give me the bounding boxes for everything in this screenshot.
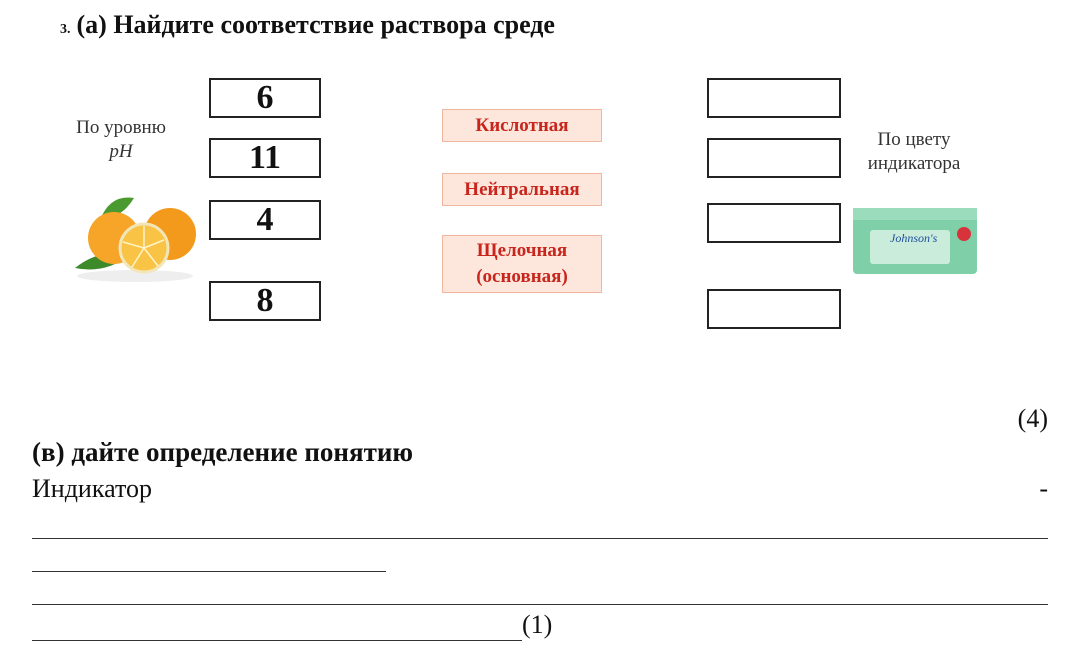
orange-image: [70, 190, 200, 285]
env-card-acidic: Кислотная: [442, 109, 602, 142]
answer-box-4[interactable]: [707, 289, 841, 329]
part-b-title: (в) дайте определение понятию: [32, 437, 414, 467]
env-card-alkaline: [442, 235, 602, 293]
indicator-color-label-line1: По цвету: [877, 129, 951, 150]
env-card-alkaline-line1: Щелочная: [476, 240, 568, 261]
answer-box-2[interactable]: [707, 138, 841, 178]
ph-level-label: [66, 116, 176, 164]
soap-badge: [957, 227, 971, 241]
ph-box-4: 8: [209, 281, 321, 321]
ph-level-label-line1: По уровню: [76, 117, 166, 138]
answer-box-1[interactable]: [707, 78, 841, 118]
question-heading: [60, 10, 555, 40]
question-number: 3.: [60, 22, 71, 37]
answer-line-3[interactable]: [32, 604, 1048, 605]
env-card-neutral: Нейтральная: [442, 173, 602, 206]
answer-box-3[interactable]: [707, 203, 841, 243]
answer-line-2[interactable]: [32, 571, 386, 572]
env-card-alkaline-line2: (основная): [476, 266, 568, 287]
marks-a: (4): [1017, 404, 1048, 433]
marks-b: (1): [522, 610, 553, 639]
term-label: Индикатор: [32, 474, 152, 503]
term-dash: -: [1039, 474, 1048, 503]
answer-line-4[interactable]: [32, 640, 522, 641]
question-title: (а) Найдите соответствие раствора среде: [76, 10, 555, 39]
ph-box-1: 6: [209, 78, 321, 118]
soap-box-top: [853, 208, 977, 220]
soap-image: [852, 204, 980, 278]
ph-box-3: 4: [209, 200, 321, 240]
answer-line-1[interactable]: [32, 538, 1048, 539]
indicator-color-label-line2: индикатора: [867, 153, 961, 174]
ph-level-label-line2: pH: [109, 141, 133, 162]
indicator-color-label: [846, 128, 982, 176]
ph-box-2: 11: [209, 138, 321, 178]
soap-brand: Johnson's: [890, 231, 938, 245]
